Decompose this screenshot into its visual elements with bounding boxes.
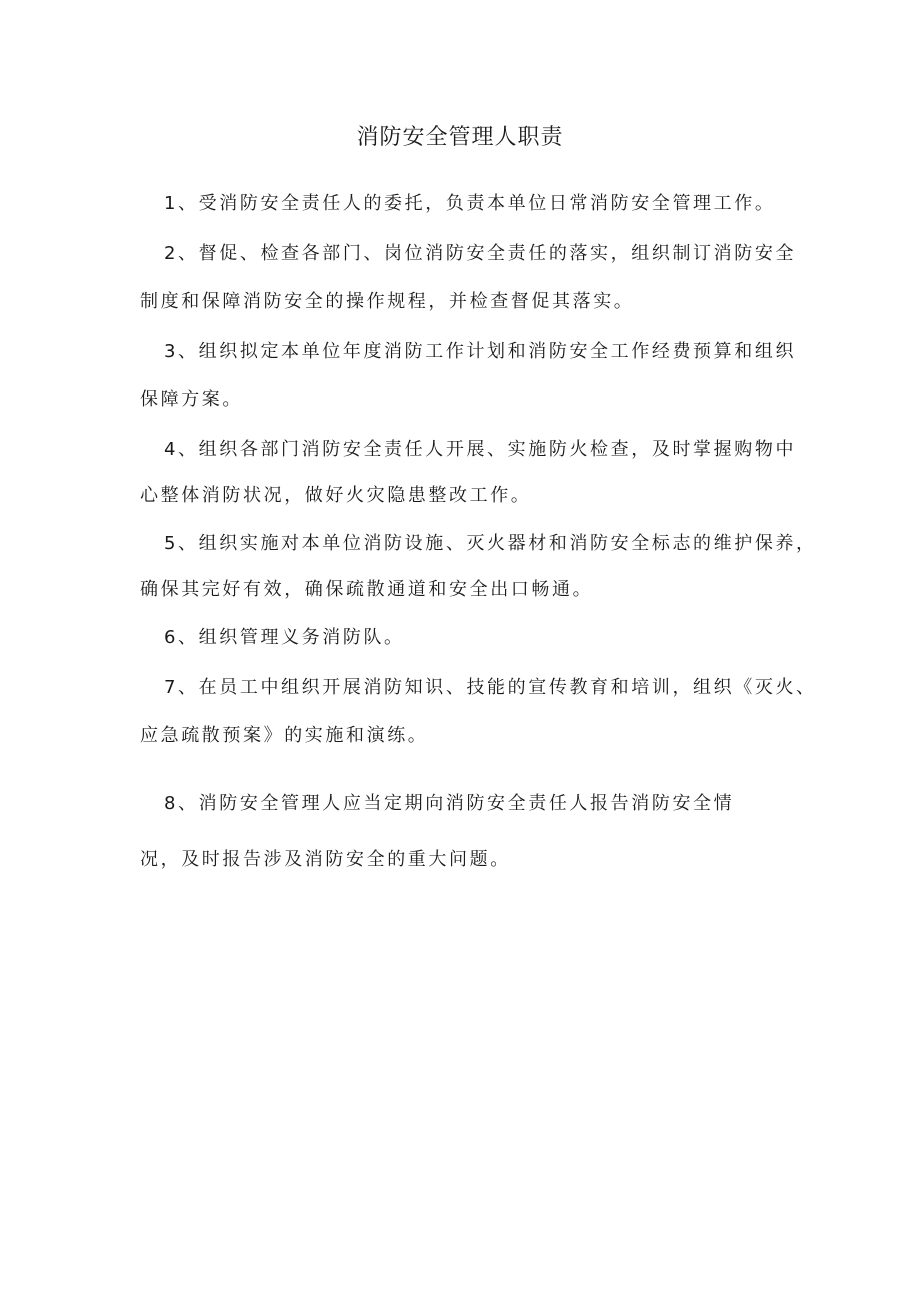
- item-4-line-1: 4、组织各部门消防安全责任人开展、实施防火检查，及时掌握购物中: [164, 439, 797, 460]
- item-7-line-1: 7、在员工中组织开展消防知识、技能的宣传教育和培训，组织《灭火、: [164, 677, 817, 698]
- item-5-line-2: 确保其完好有效，确保疏散通道和安全出口畅通。: [140, 579, 594, 600]
- item-3-line-2: 保障方案。: [140, 389, 243, 410]
- item-5-line-1: 5、组织实施对本单位消防设施、灭火器材和消防安全标志的维护保养，: [164, 533, 817, 554]
- item-3-line-1: 3、组织拟定本单位年度消防工作计划和消防安全工作经费预算和组织: [164, 341, 797, 362]
- item-2-line-2: 制度和保障消防安全的操作规程，并检查督促其落实。: [140, 291, 635, 312]
- item-8-line-2: 况，及时报告涉及消防安全的重大问题。: [140, 849, 511, 870]
- item-4-line-2: 心整体消防状况，做好火灾隐患整改工作。: [140, 485, 532, 506]
- item-8-line-1: 8、消防安全管理人应当定期向消防安全责任人报告消防安全情: [164, 793, 735, 814]
- page-title: 消防安全管理人职责: [356, 125, 564, 150]
- item-6-line-1: 6、组织管理义务消防队。: [164, 627, 405, 648]
- item-1-line-1: 1、受消防安全责任人的委托，负责本单位日常消防安全管理工作。: [164, 193, 776, 214]
- item-7-line-2: 应急疏散预案》的实施和演练。: [140, 725, 429, 746]
- item-2-line-1: 2、督促、检查各部门、岗位消防安全责任的落实，组织制订消防安全: [164, 243, 797, 264]
